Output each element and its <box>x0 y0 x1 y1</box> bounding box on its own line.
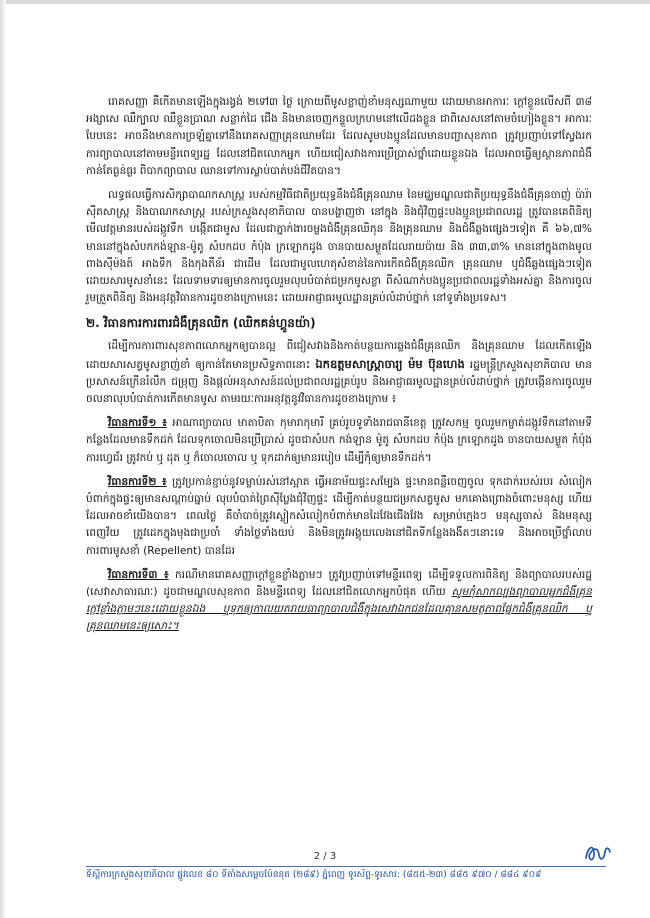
intro-paragraph-1: រោគសញ្ញា គឺកើតមានឡើងក្នុងរង្វង់ ២ទៅ៣ ថ្ងៃ ក្រោយពីមូសខ្លាញ់ខាំមនុស្សណាមួយ ដោយមានអាការៈ ក្តៅខ្លួនលើសពី ៣៨ អង្សាសេ ឈឺក្បាល ឈឺខ្លួនប្រាណ សន្លាក់ដៃ ជើង និងមានចេញកន្ទួលក្រហមនៅលើដងខ្លួន ជាពិសេសនៅតាមចំហៀងខ្លួន។ អាការៈបែបនេះ អាចនឹងមានការច្រឡំគ្នាទៅនឹងរោគសញ្ញាគ្រុនឈាមដែរ ដែលសូមបងប្អូនដែលមានបញ្ហាសុខភាព ត្រូវប្រញាប់ទៅស្វែងរកការព្យាបាលនៅតាមមន្ទីរពេទ្យរដ្ឋ ដែលនៅជិតលោកអ្នក ហើយជៀសវាងការប្រើប្រាស់ថ្នាំដោយខ្លួនឯង ដែលអាចធ្វើឲ្យស្ថានភាពជំងឺ កាន់តែធ្ងន់ធ្ងរ ពិបាកព្យាបាល ឈានទៅការស្លាប់បាត់បង់ជីវិតបាន។ <box>86 96 592 177</box>
signature-icon <box>582 840 614 866</box>
page-top-edge <box>0 0 650 4</box>
scan-edge-shadow <box>0 0 6 918</box>
measure-3-emphasis: សូមកុំសាកល្បងព្យាបាលអ្នកជំងឺគ្រុនក្តៅខ្លាំងភ្លាមៗនេះដោយខ្លួនឯង ឬទុកឲ្យកាលយតរាយធាព្យាបាលជំងឺក្នុងសេវាឯកជនដែលគ្មានសមត្ថភាពផ្នែកជំងឺគ្រុនឈិក ឬគ្រុនឈាមនេះឲ្យសោះ។ <box>86 586 592 633</box>
measure-2-paragraph <box>86 474 592 560</box>
measure-3-label: វិធានការទី៣ ៖ <box>108 568 169 581</box>
section-title: វិធានការការពារជំងឺគ្រុនឈិក (ឈិកគន់ហ្គូនយ៉ា) <box>103 316 316 331</box>
measure-2-text: ត្រូវប្រកាន់ខ្ជាប់នូវទម្លាប់រស់នៅស្អាត ធ្វើអនាម័យផ្ទះសម្បែង ផ្ទះមានពន្លឺចេញចូល ទុកដាក់របស់របរ សំលៀកបំពាក់ក្នុងផ្ទះឲ្យមានសណ្តាប់ធ្នាប់ លុបបំបាត់ព្រៃស៊ីប្លែងជុំវិញផ្ទះ ដើម្បីកាត់បន្ថយជម្រកសត្វមូស មកគោងព្រោងចំពោះមនុស្ស ហើយដែលអាចខាំយើងបាន។ ពេលថ្ងៃ គឺចាំបាច់ត្រូវស្លៀកសំលៀកបំពាក់មានដៃវែងជើងវែង សម្រាប់ក្មេងៗ មនុស្សចាស់ និងមនុស្សពេញវ័យ ត្រូវដេកក្នុងមុងជាប្រចាំ ទាំងថ្ងៃទាំងយប់ និងមិនត្រូវអង្គុយលេងនៅជិតទីកន្លែងងងឹតៗនោះទេ និងអាចប្រើថ្នាំលាបការពារមូសខាំ (Repellent) បានដែរ <box>86 475 592 557</box>
measure-2-label: វិធានការទី២ ៖ <box>108 475 167 488</box>
measure-1-text: អាណាព្យាបាល មាតាបិតា កុមារាកុមារី គ្រប់រូបទូទាំងរាជធានីខេត្ត ត្រូវសកម្ម ចូលរួមកម្ចាត់ដង្កូវទឹកនៅតាមទីកន្លែងដែលមានទឹកដក់ ដែលទុកចោលមិនប្រើប្រាស់ ដូចជាសំបក កង់ឡាន ម៉ូតូ សំបកដប កំប៉ុង ក្រឡោកដូង ចានបាយសម្ងួត កំប៉ុងការហ្វេជ័រ ត្រូវកប់ ឬ ដុត ឬ ក៏ចោលចោល ឬ ទុកដាក់ឲ្យមានរបៀប ដើម្បីកុំឲ្យមានទឹកដក់។ <box>86 417 592 464</box>
section-intro-before: ដើម្បីការការពារសុខភាពលោកអ្នកឲ្យបានល្អ ពីជៀសវាងនិងកាត់បន្ថយការឆ្លងជំងឺគ្រុនឈិក និងគ្រុនឈាម ដែលកើតឡើងដោយសារសត្វមូសខ្លាញ់ខាំ ឲ្យកាន់តែមានប្រសិទ្ធភាពនោះ <box>86 340 592 371</box>
section-number: ២. <box>86 316 100 331</box>
footer-divider <box>86 866 606 867</box>
measure-1-label: វិធានការទី១ ៖ <box>108 417 167 430</box>
section-intro-after: រដ្ឋមន្ត្រីក្រសួងសុខាភិបាល មានប្រសាសន៍ក្រើនរំលឹក ជម្រុញ និងផ្តល់អនុសាសន៍ដល់ប្រជាពលរដ្ឋគ្រប់រូប និងអាជ្ញាធរមូលដ្ឋានគ្រប់លំដាប់ថ្នាក់ ត្រូវបង្កើនការចូលរួមចលនាលុបបំបាត់ការកើតមានមូស តាមរយៈការអនុវត្តនូវវិធានការដូចខាងក្រោម ៖ <box>86 358 592 406</box>
section-intro-paragraph <box>86 338 592 408</box>
intro-paragraph-2: លទ្ធផលធ្វើការសិក្សាបាណកសាស្ត្រ របស់កម្មវិធីជាតិប្រយុទ្ធនឹងជំងឺគ្រុនឈាម នៃមជ្ឈមណ្ឌលជាតិប្រយុទ្ធនឹងជំងឺគ្រុនចាញ់ ប៉ារ៉ាស៊ីតសាស្ត្រ និងបាណកសាស្ត្រ របស់ក្រសួងសុខាភិបាល បានបង្ហាញថា នៅក្នុង និងជុំវិញផ្ទះបងប្អូនប្រជាពលរដ្ឋ ត្រូវបានគេពិនិត្យមើលវត្តមានរបស់ដង្កូវទឹក បង្កើតជាមូស ដែលជាភ្នាក់ងារចម្លងជំងឺគ្រុនឈិកុន និងគ្រុនឈាម និងជំងឺឆ្លងផ្សេងៗទៀត គឺ ៦៦,៧% មាននៅក្នុងសំបកកង់ឡាន-ម៉ូតូ សំបកដប កំប៉ុង ក្រឡោកដូង ចានបាយសម្ងួតដែលរាយប៉ាយ និង ៣៣,៣% មាននៅក្នុងពាងមូល ពាងស៊ីម៉ងត៍ អាងទឹក និងកុងតឺន័រ ជាដើម ដែលជាមូលហេតុសំខាន់នៃការកើតជំងឺគ្រុនឈិក គ្រុនឈាម ឬជំងឺឆ្លងផ្សេងៗទៀតដោយសារមូសខាំនេះ ដែលទាមទារឲ្យមានការចូលរួមលុបបំបាត់ជម្រកមូសខ្លា ពីសំណាក់បងប្អូនប្រជាពលរដ្ឋទាំងអស់គ្នា និងការចូលរួមត្រួតពិនិត្យ និងអនុវត្តវិធានការដូចខាងក្រោមនេះ ដោយអាជ្ញាធរមូលដ្ឋានគ្រប់លំដាប់ថ្នាក់ នៅទូទាំងប្រទេស។ <box>86 189 592 305</box>
measure-3-text: ករណីមានរោគសញ្ញាក្តៅខ្លួនខ្លាំងភ្លាមៗ ត្រូវប្រញាប់ទៅមន្ទីរពេទ្យ ដើម្បីទទួលការពិនិត្យ និងព្យាបាលរបស់រដ្ឋ (សេវាសាធារណៈ) ដូចជាមណ្ឌលសុខភាព និងមន្ទីរពេទ្យ ដែលនៅជិតលោកអ្នកបំផុត ហើយ <box>86 568 592 599</box>
minister-name: ឯកឧត្តមសាស្ត្រាចារ្យ ម៉ម ប៊ុនហេង <box>315 356 465 371</box>
measure-3-paragraph <box>86 567 592 636</box>
measure-1-paragraph <box>86 415 592 467</box>
footer-address: ទីស្តីការក្រសួងសុខាភិបាល ផ្លូវលេខ ៨០ ទីតាំងសម្តេចប៉ែននុត (២៨៩) ភ្នំពេញ ទូរស័ព្ទ-ទូរសារ: (៨៥៥-២៣) ៨៨៥ ៩៧០ / ៨៨៤ ៩០៩ <box>86 870 542 880</box>
document-body <box>86 94 592 643</box>
page-number: 2 / 3 <box>313 851 337 862</box>
section-heading <box>86 314 592 332</box>
